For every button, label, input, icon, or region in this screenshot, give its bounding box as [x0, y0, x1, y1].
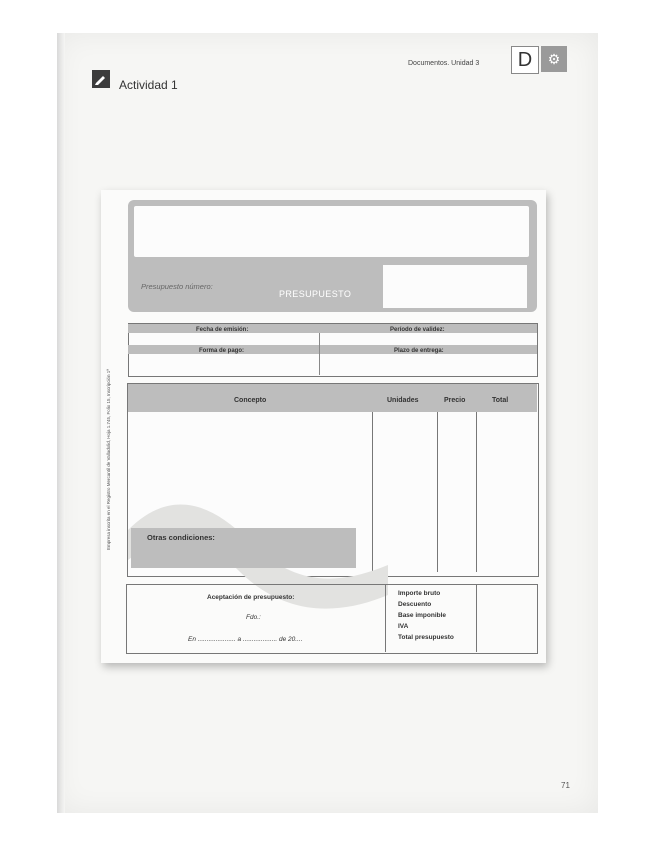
price-header: Precio [444, 397, 466, 404]
acceptance-label: Aceptación de presupuesto: [207, 594, 295, 601]
unit-label: Documentos. Unidad 3 [408, 60, 480, 67]
company-field [134, 206, 529, 257]
vat-label: IVA [398, 623, 409, 630]
registry-note: Empresa inscrita en el Registro Mercantil de Valladolid, Hoja 1.745, Folio 15, Inscripción 1ª [106, 369, 111, 550]
footer-divider [385, 584, 386, 652]
place-date-line: En ..................... a ................... de 20.... [188, 636, 303, 643]
info-band-middle [128, 345, 537, 354]
form-title: PRESUPUESTO [279, 289, 352, 299]
column-divider [476, 412, 477, 572]
total-budget-label: Total presupuesto [398, 634, 454, 641]
section-badge: D [511, 46, 539, 74]
tax-base-label: Base imponible [398, 612, 447, 619]
info-divider [319, 333, 320, 375]
discount-label: Descuento [398, 601, 432, 608]
units-header: Unidades [387, 397, 419, 404]
conditions-label: Otras condiciones: [147, 533, 215, 542]
items-table-header [128, 384, 537, 412]
page-shadow [57, 33, 65, 813]
column-divider [437, 412, 438, 572]
pencil-icon [92, 70, 110, 88]
info-band-top [128, 324, 537, 333]
gross-amount-label: Importe bruto [398, 590, 441, 597]
total-header: Total [492, 397, 509, 404]
page-number: 71 [561, 781, 570, 790]
concept-header: Concepto [234, 397, 267, 404]
issue-date-label: Fecha de emisión: [196, 327, 249, 333]
gear-icon: ⚙ [541, 46, 567, 72]
budget-number-field [383, 265, 527, 308]
delivery-label: Plazo de entrega: [394, 348, 444, 354]
activity-title: Actividad 1 [119, 78, 178, 92]
validity-label: Período de validez: [390, 327, 445, 333]
payment-label: Forma de pago: [199, 348, 245, 354]
footer-divider [476, 584, 477, 652]
budget-number-label: Presupuesto número: [141, 282, 213, 291]
signature-label: Fdo.: [246, 614, 261, 621]
